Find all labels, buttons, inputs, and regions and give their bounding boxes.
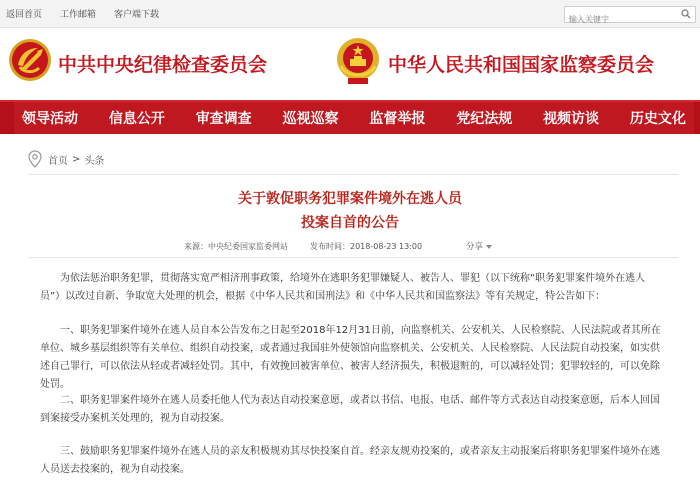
divider (28, 257, 678, 258)
search-input[interactable] (565, 12, 677, 27)
breadcrumb (28, 150, 104, 168)
top-links (6, 7, 159, 20)
work-email-link[interactable]: 工作邮箱 (60, 10, 97, 20)
divider (28, 174, 678, 175)
site-banner (0, 28, 700, 100)
nsc-title: 中华人民共和国国家监察委员会 (388, 54, 655, 76)
nav-item-regulations[interactable]: 党纪法规 (456, 111, 513, 127)
location-pin-icon (28, 150, 42, 168)
article-paragraph: 三、鼓励职务犯罪案件境外在逃人员的亲友积极规劝其尽快投案自首。经亲友规劝投案的，或者亲友主动报案后将职务犯罪案件境外在逃人员送去投案的，视为自动投案。 (40, 446, 660, 475)
nav-item-inspection[interactable]: 巡视巡察 (282, 111, 339, 127)
nav-item-history[interactable]: 历史文化 (629, 111, 686, 127)
article-paragraph: 一、职务犯罪案件境外在逃人员自本公告发布之日起至2018年12月31日前，向监察机关、公安机关、人民检察院、人民法院或者其所在单位、城乡基层组织等有关单位、组织自动投案，或者通过我国驻外使领馆向监察机关、公安机关、人民检察院、人民法院自动投案，如实供述自己罪行，可以依法从轻或者减轻处罚。其中，有效挽回被害单位、被害人经济损失，积极退赃的，可以减轻处罚；犯罪较轻的，可以免除处罚。 (40, 325, 661, 390)
back-home-link[interactable]: 返回首页 (6, 10, 43, 20)
breadcrumb-current[interactable]: 头条 (84, 155, 105, 167)
main-nav (0, 100, 700, 134)
article-date: 发布时间：2018-08-23 13:00 (310, 242, 423, 251)
breadcrumb-separator: > (72, 153, 81, 165)
search-box (564, 6, 696, 23)
top-utility-bar (0, 0, 700, 28)
nav-item-report[interactable]: 监督举报 (369, 111, 426, 127)
breadcrumb-home[interactable]: 首页 (48, 155, 68, 167)
ccdi-title: 中共中央纪律检查委员会 (58, 54, 268, 76)
search-icon[interactable] (681, 9, 691, 19)
article-paragraph: 为依法惩治职务犯罪，贯彻落实宽严相济刑事政策，给境外在逃职务犯罪嫌疑人、被告人、罪犯（以下统称“职务犯罪案件境外在逃人员”）以改过自新、争取宽大处理的机会，根据《中华人民共和国刑法》和《中华人民共和国监察法》等有关规定，特公告如下： (40, 273, 646, 302)
share-button[interactable] (466, 240, 492, 252)
nav-item-investigation[interactable]: 审查调查 (195, 111, 252, 127)
article-title-line2: 投案自首的公告 (301, 215, 399, 231)
share-label: 分享 (466, 242, 484, 252)
article-meta (184, 241, 422, 252)
article-source: 来源：中央纪委国家监委网站 (184, 242, 288, 251)
chevron-down-icon (486, 245, 492, 249)
client-download-link[interactable]: 客户端下载 (114, 10, 160, 20)
main-nav-bar (14, 102, 694, 134)
party-emblem-icon (8, 38, 52, 82)
nav-item-video[interactable]: 视频访谈 (543, 111, 600, 127)
nav-item-disclosure[interactable]: 信息公开 (108, 111, 165, 127)
state-emblem-icon (335, 36, 381, 86)
article-title-line1: 关于敦促职务犯罪案件境外在逃人员 (238, 191, 462, 207)
article-paragraph: 二、职务犯罪案件境外在逃人员委托他人代为表达自动投案意愿，或者以书信、电报、电话、邮件等方式表达自动投案意愿，后本人回国到案接受办案机关处理的，视为自动投案。 (40, 395, 660, 424)
nav-item-leaders[interactable]: 领导活动 (22, 111, 78, 127)
